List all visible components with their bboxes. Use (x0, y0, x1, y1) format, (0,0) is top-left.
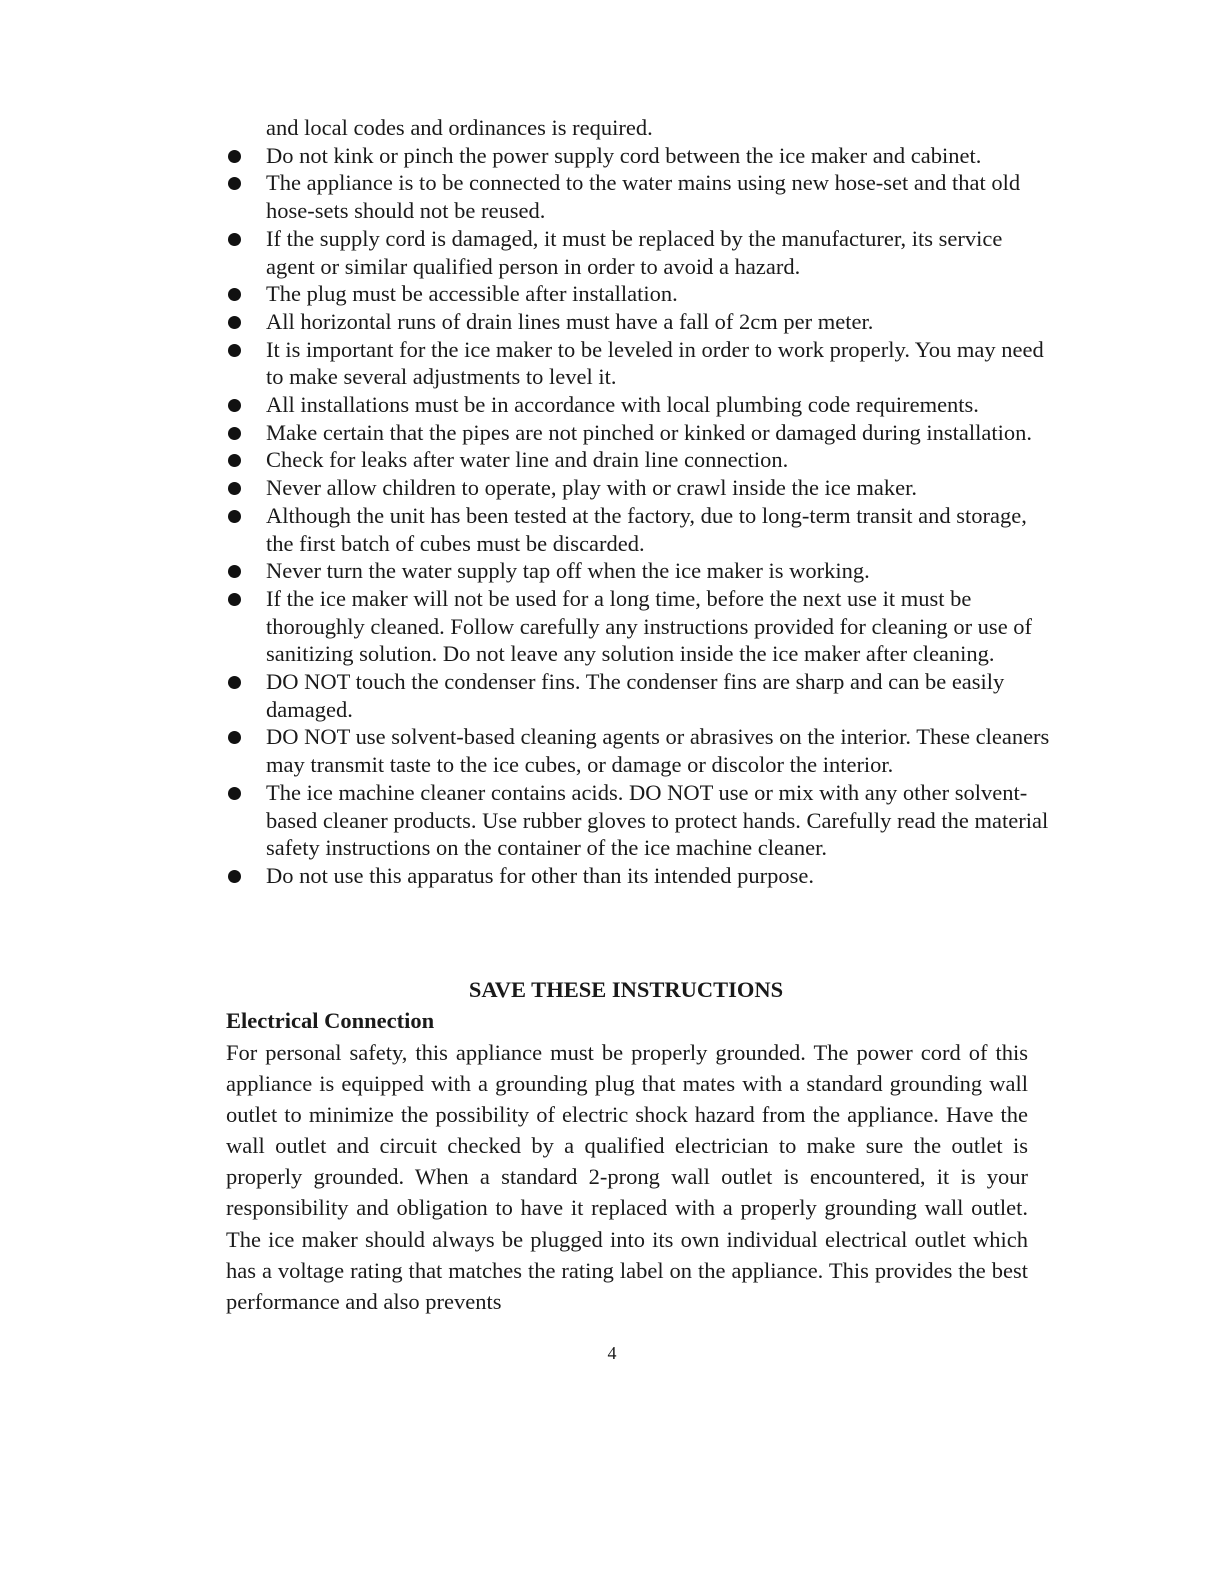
bullet-dot-icon (228, 454, 241, 467)
bullet-text: Do not kink or pinch the power supply cord between the ice maker and cabinet. (266, 142, 982, 168)
bullet-dot-icon (228, 565, 241, 578)
bullet-item (226, 779, 1056, 862)
bullet-text: Do not use this apparatus for other than its intended purpose. (266, 862, 815, 888)
bullet-text: All horizontal runs of drain lines must have a fall of 2cm per meter. (266, 308, 874, 334)
bullet-item (226, 474, 1056, 502)
bullet-dot-icon (228, 288, 241, 301)
bullet-dot-icon (228, 731, 241, 744)
bullet-dot-icon (228, 482, 241, 495)
bullet-item (226, 225, 1056, 280)
bullet-item (226, 391, 1056, 419)
bullet-item (226, 336, 1056, 391)
bullet-item (226, 308, 1056, 336)
bullet-text: The ice machine cleaner contains acids. DO NOT use or mix with any other solvent-based cleaner products. Use rubber gloves to protect hands. Carefully read the material safety instructions on the container of the ice machine cleaner. (266, 779, 1049, 861)
bullet-item (226, 169, 1056, 224)
bullet-dot-icon (228, 233, 241, 246)
bullet-item (226, 585, 1056, 668)
bullet-dot-icon (228, 787, 241, 800)
bullet-dot-icon (228, 316, 241, 329)
bullet-items (226, 142, 1056, 890)
electrical-connection-paragraph: For personal safety, this appliance must be properly grounded. The power cord of this appliance is equipped with a grounding plug that mates with a standard grounding wall outlet to minimize the possibility of electric shock hazard from the appliance. Have the wall outlet and circuit checked by a qualified electrician to make sure the outlet is properly grounded. When a standard 2-prong wall outlet is encountered, it is your responsibility and obligation to have it replaced with a properly grounding wall outlet. The ice maker should always be plugged into its own individual electrical outlet which has a voltage rating that matches the rating label on the appliance. This provides the best performance and also prevents (226, 1040, 1028, 1314)
bullet-item (226, 862, 1056, 890)
bullet-text: Check for leaks after water line and drain line connection. (266, 447, 789, 473)
bullet-item (226, 723, 1056, 778)
bullet-text: Never turn the water supply tap off when the ice maker is working. (266, 558, 870, 584)
bullet-text: The appliance is to be connected to the water mains using new hose-set and that old hose-sets should not be reused. (266, 170, 1021, 224)
bullet-dot-icon (228, 177, 241, 190)
continuation-line: and local codes and ordinances is required. (266, 115, 653, 140)
safety-bullet-list (226, 114, 1056, 890)
bullet-text: DO NOT touch the condenser fins. The condenser fins are sharp and can be easily damaged. (266, 669, 1005, 722)
bullet-item (226, 502, 1056, 557)
save-instructions-heading: SAVE THESE INSTRUCTIONS (468, 977, 784, 1002)
bullet-dot-icon (228, 593, 241, 606)
bullet-dot-icon (228, 150, 241, 163)
bullet-dot-icon (228, 676, 241, 689)
bullet-item (226, 419, 1056, 447)
bullet-text: DO NOT use solvent-based cleaning agents or abrasives on the interior. These cleaners may transmit taste to the ice cubes, or damage or discolor the interior. (266, 724, 1050, 778)
page-number: 4 (607, 1343, 617, 1363)
bullet-dot-icon (228, 399, 241, 412)
bullet-text: If the supply cord is damaged, it must be replaced by the manufacturer, its service agent or similar qualified person in order to avoid a hazard. (266, 225, 1003, 279)
bullet-dot-icon (228, 870, 241, 883)
bullet-item (226, 446, 1056, 474)
electrical-connection-heading: Electrical Connection (226, 1008, 435, 1033)
bullet-item (226, 557, 1056, 585)
bullet-text: If the ice maker will not be used for a long time, before the next use it must be thoroughly cleaned. Follow carefully any instructions provided for cleaning or use of sanitizing solution. Do not leave any solution inside the ice maker after cleaning. (266, 585, 1033, 667)
bullet-dot-icon (228, 344, 241, 357)
bullet-text: Make certain that the pipes are not pinched or kinked or damaged during installation. (266, 419, 1033, 445)
bullet-dot-icon (228, 510, 241, 523)
bullet-text: The plug must be accessible after installation. (266, 281, 678, 307)
bullet-text: Never allow children to operate, play with or crawl inside the ice maker. (266, 475, 918, 501)
bullet-text: It is important for the ice maker to be leveled in order to work properly. You may need to make several adjustments to level it. (266, 336, 1044, 390)
bullet-item (226, 668, 1056, 723)
bullet-text: All installations must be in accordance with local plumbing code requirements. (266, 392, 979, 418)
bullet-dot-icon (228, 427, 241, 440)
bullet-item (226, 142, 1056, 170)
bullet-text: Although the unit has been tested at the factory, due to long-term transit and storage, the first batch of cubes must be discarded. (266, 502, 1027, 556)
bullet-item (226, 280, 1056, 308)
